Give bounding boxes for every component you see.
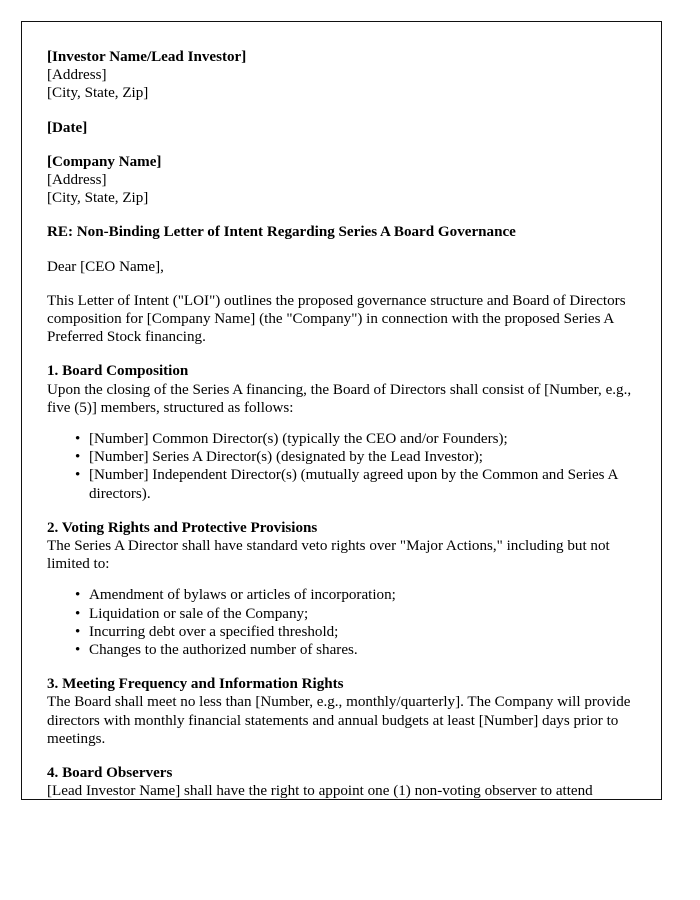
salutation-block	[47, 258, 633, 276]
section-heading: 1. Board Composition	[47, 363, 189, 380]
section-heading: 2. Voting Rights and Protective Provisions	[47, 519, 318, 536]
section-bullet-list	[47, 586, 633, 659]
subject-line: RE: Non-Binding Letter of Intent Regarding Series A Board Governance	[47, 224, 516, 241]
section-heading: 3. Meeting Frequency and Information Rights	[47, 676, 344, 693]
section-board-composition	[47, 362, 633, 502]
list-item: • [Number] Series A Director(s) (designated by the Lead Investor);	[89, 448, 633, 466]
section-paragraph: The Board shall meet no less than [Number, e.g., monthly/quarterly]. The Company will provide directors with monthly financial statements and annual budgets at least [Number] days prior to meetings.	[47, 694, 631, 747]
section-paragraph: The Series A Director shall have standard veto rights over "Major Actions," including but not limited to:	[47, 538, 610, 573]
section-paragraph: Upon the closing of the Series A financing, the Board of Directors shall consist of [Number, e.g., five (5)] members, structured as follows:	[47, 381, 632, 416]
section-bullet-list	[47, 430, 633, 503]
letter-body	[47, 48, 633, 800]
company-city-state-zip: [City, State, Zip]	[47, 190, 149, 207]
company-address-block	[47, 153, 633, 208]
section-board-observers	[47, 764, 633, 800]
document-page	[21, 21, 662, 800]
investor-address: [Address]	[47, 67, 107, 84]
list-item: • Amendment of bylaws or articles of incorporation;	[89, 586, 633, 604]
date-block	[47, 119, 633, 137]
list-item: • Incurring debt over a specified threshold;	[89, 623, 633, 641]
company-name: [Company Name]	[47, 153, 162, 170]
section-voting-rights	[47, 519, 633, 659]
investor-name: [Investor Name/Lead Investor]	[47, 49, 247, 65]
section-meeting-frequency	[47, 675, 633, 748]
page-content-area	[22, 22, 661, 800]
list-item: • Changes to the authorized number of shares.	[89, 641, 633, 659]
list-item: • [Number] Common Director(s) (typically the CEO and/or Founders);	[89, 430, 633, 448]
intro-paragraph: This Letter of Intent ("LOI") outlines the proposed governance structure and Board of Directors composition for [Company Name] (the "Company") in connection with the proposed Series A Preferred Stock financing.	[47, 292, 626, 346]
list-item: • [Number] Independent Director(s) (mutually agreed upon by the Common and Series A directors).	[89, 466, 633, 502]
section-paragraph: [Lead Investor Name] shall have the right to appoint one (1) non-voting observer to attend	[47, 783, 593, 800]
section-heading: 4. Board Observers	[47, 765, 173, 782]
investor-city-state-zip: [City, State, Zip]	[47, 85, 149, 102]
intro-paragraph-block	[47, 292, 633, 347]
company-address: [Address]	[47, 172, 107, 189]
investor-address-block	[47, 48, 633, 103]
salutation: Dear [CEO Name],	[47, 258, 164, 275]
letter-date: [Date]	[47, 119, 88, 136]
subject-block	[47, 223, 633, 241]
list-item: • Liquidation or sale of the Company;	[89, 605, 633, 623]
